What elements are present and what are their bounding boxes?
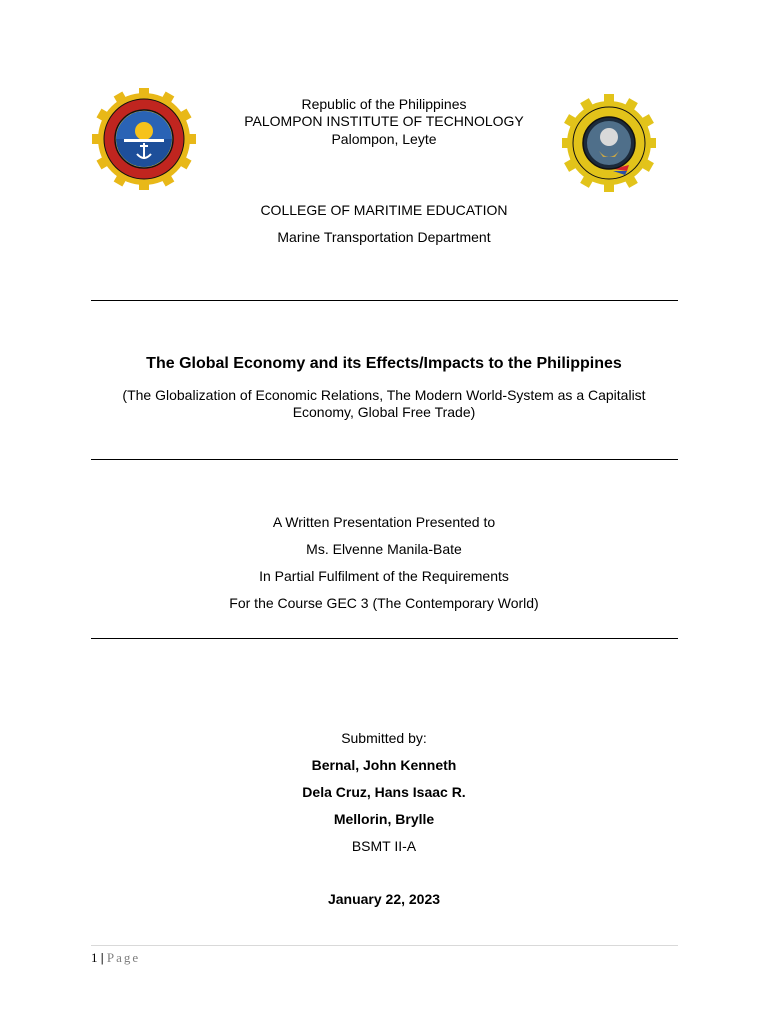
document-subtitle-line-2: Economy, Global Free Trade): [292, 404, 476, 420]
institute-name: PALOMPON INSTITUTE OF TECHNOLOGY: [244, 113, 524, 129]
submission-date: January 22, 2023: [327, 891, 441, 907]
document-subtitle-line-1: (The Globalization of Economic Relations, The Modern World-System as a Capitalist: [122, 387, 646, 403]
presentation-line-3: In Partial Fulfilment of the Requirements: [259, 568, 509, 584]
author-2: Dela Cruz, Hans Isaac R.: [302, 784, 466, 800]
divider-1: [91, 300, 678, 301]
page-label: Page: [106, 950, 141, 965]
submitted-by-label: Submitted by:: [341, 730, 427, 746]
republic-line: Republic of the Philippines: [301, 96, 467, 112]
divider-2: [91, 459, 678, 460]
presentation-line-2: Ms. Elvenne Manila-Bate: [306, 541, 462, 557]
divider-3: [91, 638, 678, 639]
institute-location: Palompon, Leyte: [331, 131, 437, 147]
author-1: Bernal, John Kenneth: [311, 757, 457, 773]
page-footer: [91, 950, 140, 966]
section-label: BSMT II-A: [351, 838, 417, 854]
page-number: 1: [91, 950, 98, 965]
footer-separator: |: [100, 950, 104, 965]
author-3: Mellorin, Brylle: [333, 811, 435, 827]
document-title: The Global Economy and its Effects/Impacts to the Philippines: [146, 355, 622, 372]
department-name: Marine Transportation Department: [277, 229, 491, 245]
presentation-line-4: For the Course GEC 3 (The Contemporary World): [229, 595, 539, 611]
footer-divider: [91, 945, 678, 946]
presentation-line-1: A Written Presentation Presented to: [272, 514, 496, 530]
college-name: COLLEGE OF MARITIME EDUCATION: [260, 202, 508, 218]
